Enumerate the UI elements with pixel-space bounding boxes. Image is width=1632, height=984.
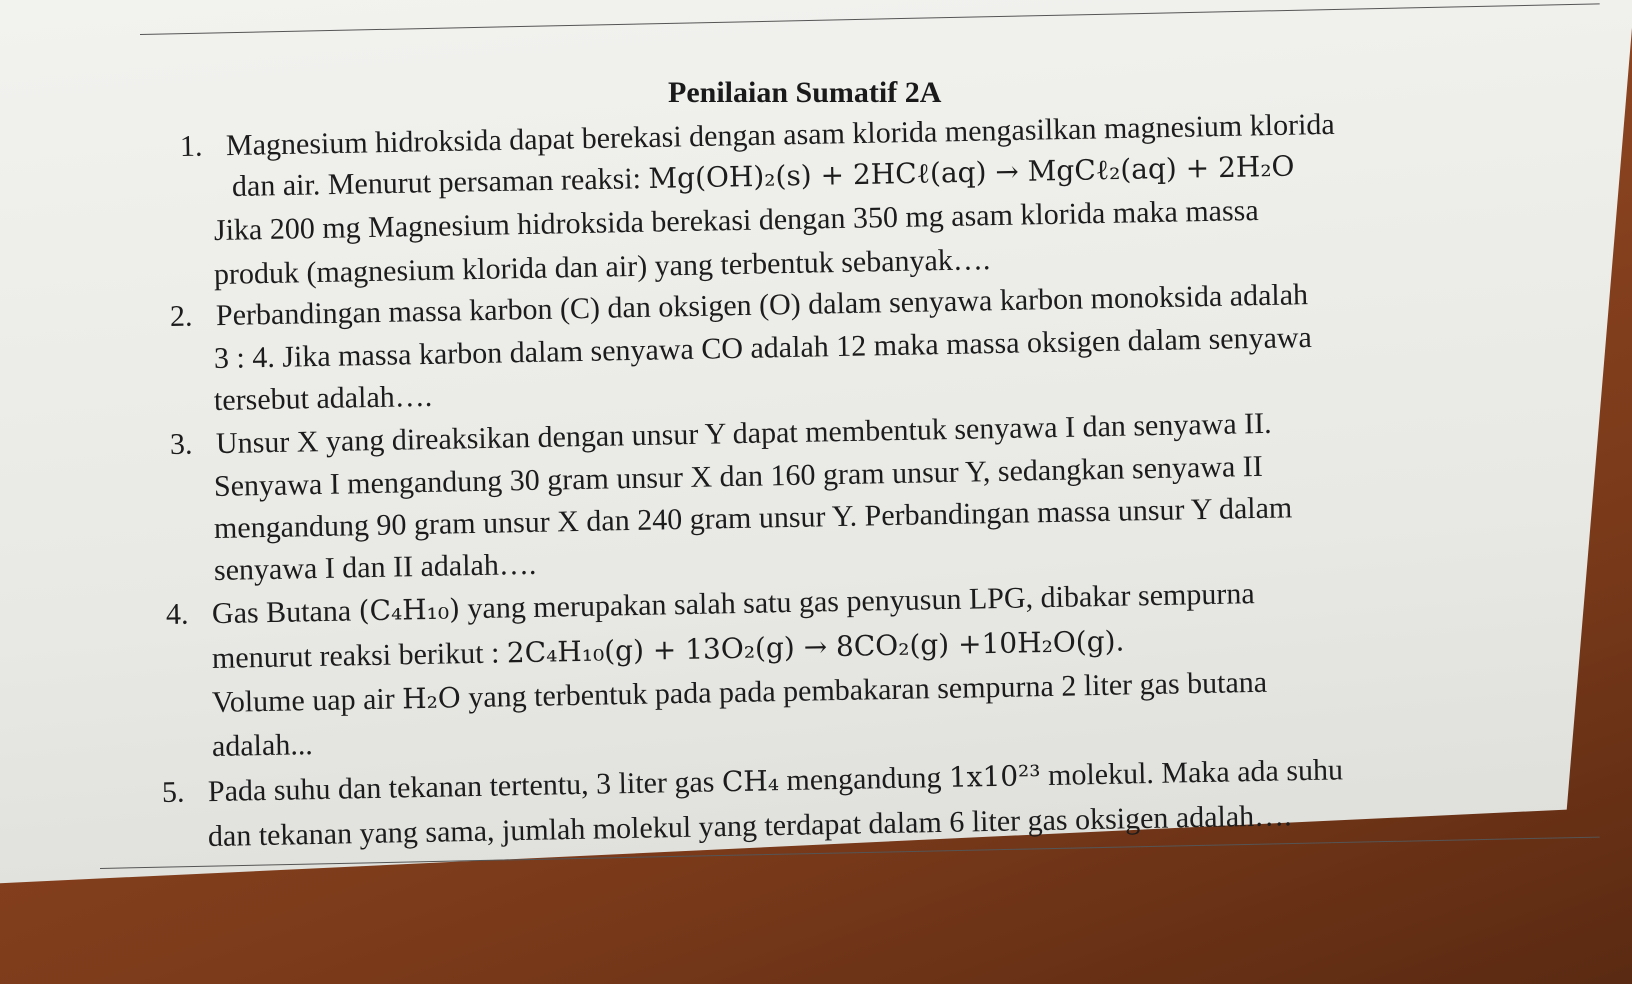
question-text: mengandung [786,761,942,798]
question-2-line-3 [214,380,433,418]
question-text: adalah... [211,728,314,763]
question-text: Magnesium hidroksida dapat berekasi dengan asam klorida mengasilkan magnesium klorida [225,107,1335,163]
question-text: molekul. Maka ada suhu [1047,753,1344,792]
question-text: Jika 200 mg Magnesium hidroksida berekasi dengan 350 mg asam klorida maka massa [213,193,1259,247]
question-text: yang terbentuk pada pada pembakaran sempurna 2 liter gas butana [467,665,1268,715]
chemical-formula: CH₄ [721,764,780,799]
chemical-formula: H₂O [401,681,462,716]
question-text: mengandung 90 gram unsur X dan 240 gram unsur Y. Perbandingan massa unsur Y dalam [213,491,1293,545]
question-text: dan air. Menurut persaman reaksi: [231,162,642,203]
question-text: Gas Butana [211,594,352,631]
question-text: 3 : 4. Jika massa karbon dalam senyawa CO adalah 12 maka massa oksigen dalam senyawa [213,320,1313,375]
question-4-line-4 [212,728,313,764]
scientific-value: 1x10²³ [948,759,1041,794]
question-text: senyawa I dan II adalah…. [213,547,537,587]
question-text: menurut reaksi berikut : [211,636,500,675]
question-number: 3. [169,427,193,461]
question-number: 5. [161,775,185,809]
question-text: produk (magnesium klorida dan air) yang terbentuk sebanyak…. [213,243,991,291]
question-3-line-4 [214,548,537,588]
question-text: Perbandingan massa karbon (C) dan oksigen (O) dalam senyawa karbon monoksida adalah [215,278,1309,333]
question-number: 4. [165,597,189,631]
question-text: dan tekanan yang sama, jumlah molekul yang terdapat dalam 6 liter gas oksigen adalah…. [207,799,1292,853]
reaction-equation: 2C₄H₁₀(g) + 13O₂(g) → 8CO₂(g) +10H₂O(g). [506,624,1125,670]
question-number: 2. [169,299,193,333]
question-number: 1. [179,129,203,163]
question-text: yang merupakan salah satu gas penyusun LPG, dibakar sempurna [467,577,1255,626]
page-title: Penilaian Sumatif 2A [668,76,942,109]
question-text: Unsur X yang direaksikan dengan unsur Y dapat membentuk senyawa I dan senyawa II. [215,406,1272,461]
question-text: Volume uap air [211,682,396,719]
question-text: Senyawa I mengandung 30 gram unsur X dan 160 gram unsur Y, sedangkan senyawa II [213,449,1264,503]
question-text: Pada suhu dan tekanan tertentu, 3 liter gas [207,765,715,809]
reaction-equation: Mg(OH)₂(s) + 2HCℓ(aq) → MgCℓ₂(aq) + 2H₂O [648,149,1295,196]
chemical-formula: (C₄H₁₀) [358,592,461,628]
question-text: tersebut adalah…. [213,379,433,417]
